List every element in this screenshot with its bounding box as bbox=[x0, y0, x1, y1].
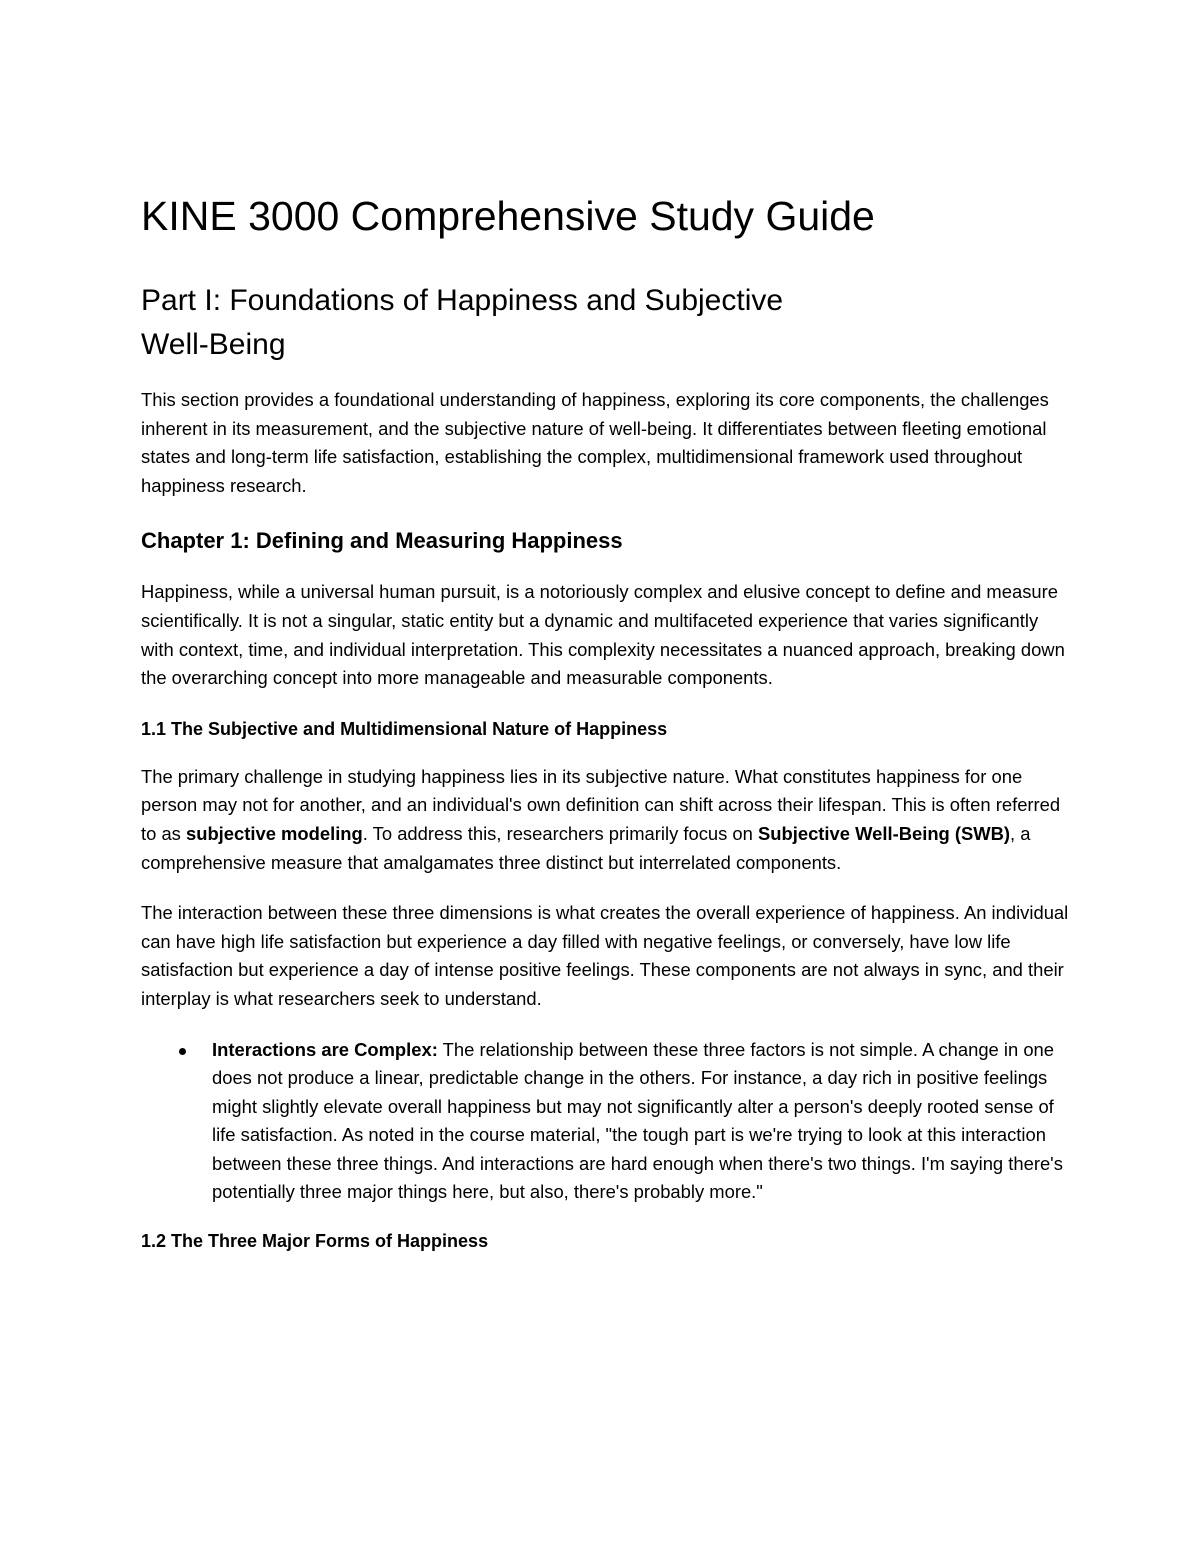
paragraph-text: , a comprehensive measure that amalgamates three distinct but interrelated components. bbox=[141, 822, 1031, 873]
document-page bbox=[141, 190, 1071, 1275]
section-heading-1-1: 1.1 The Subjective and Multidimensional Nature of Happiness bbox=[141, 718, 668, 739]
list-item-label: Interactions are Complex: bbox=[212, 1038, 438, 1060]
chapter-paragraph: Happiness, while a universal human pursuit, is a notoriously complex and elusive concept to define and measure scientifically. It is not a singular, static entity but a dynamic and multifaceted experience that varies significantly with context, time, and individual interpretation. This complexity necessitates a nuanced approach, breaking down the overarching concept into more manageable and measurable components. bbox=[141, 581, 1065, 689]
bullet-list bbox=[141, 1036, 1071, 1208]
bold-term-subjective-modeling: subjective modeling bbox=[185, 822, 363, 844]
part-intro-paragraph: This section provides a foundational understanding of happiness, exploring its core components, the challenges inherent in its measurement, and the subjective nature of well-being. It differentiates between fleeting emotional states and long-term life satisfaction, establishing the complex, multidimensional framework used throughout happiness research. bbox=[141, 389, 1049, 496]
part-heading bbox=[141, 279, 1071, 367]
part-heading-line2: Well-Being bbox=[141, 328, 286, 361]
section-paragraph-1 bbox=[141, 763, 1071, 877]
paragraph-text: . To address this, researchers primarily focus on bbox=[362, 822, 758, 844]
bullet-icon bbox=[179, 1048, 186, 1055]
paragraph-text: The primary challenge in studying happiness lies in its subjective nature. What constitutes happiness for one person may not for another, and an individual's own definition can shift across their lifespan. This is often referred to as bbox=[141, 765, 1061, 844]
section-heading-1-2: 1.2 The Three Major Forms of Happiness bbox=[141, 1231, 489, 1252]
list-item bbox=[141, 1036, 1071, 1208]
chapter-heading: Chapter 1: Defining and Measuring Happiness bbox=[141, 528, 623, 554]
bold-term-swb: Subjective Well-Being (SWB) bbox=[758, 822, 1011, 844]
section-paragraph-2: The interaction between these three dimensions is what creates the overall experience of happiness. An individual can have high life satisfaction but experience a day filled with negative feelings, or conversely, have low life satisfaction but experience a day of intense positive feelings. These components are not always in sync, and their interplay is what researchers seek to understand. bbox=[141, 902, 1069, 1009]
document-title: KINE 3000 Comprehensive Study Guide bbox=[141, 193, 875, 239]
list-item-text: The relationship between these three factors is not simple. A change in one does not produce a linear, predictable change in the others. For instance, a day rich in positive feelings might slightly elevate overall happiness but may not significantly alter a person's deeply rooted sense of life satisfaction. As noted in the course material, "the tough part is we're trying to look at this interaction between these three things. And interactions are hard enough when there's two things. I'm saying there's potentially three major things here, but also, there's probably more." bbox=[212, 1038, 1063, 1203]
part-heading-line1: Part I: Foundations of Happiness and Subjective bbox=[141, 284, 784, 317]
